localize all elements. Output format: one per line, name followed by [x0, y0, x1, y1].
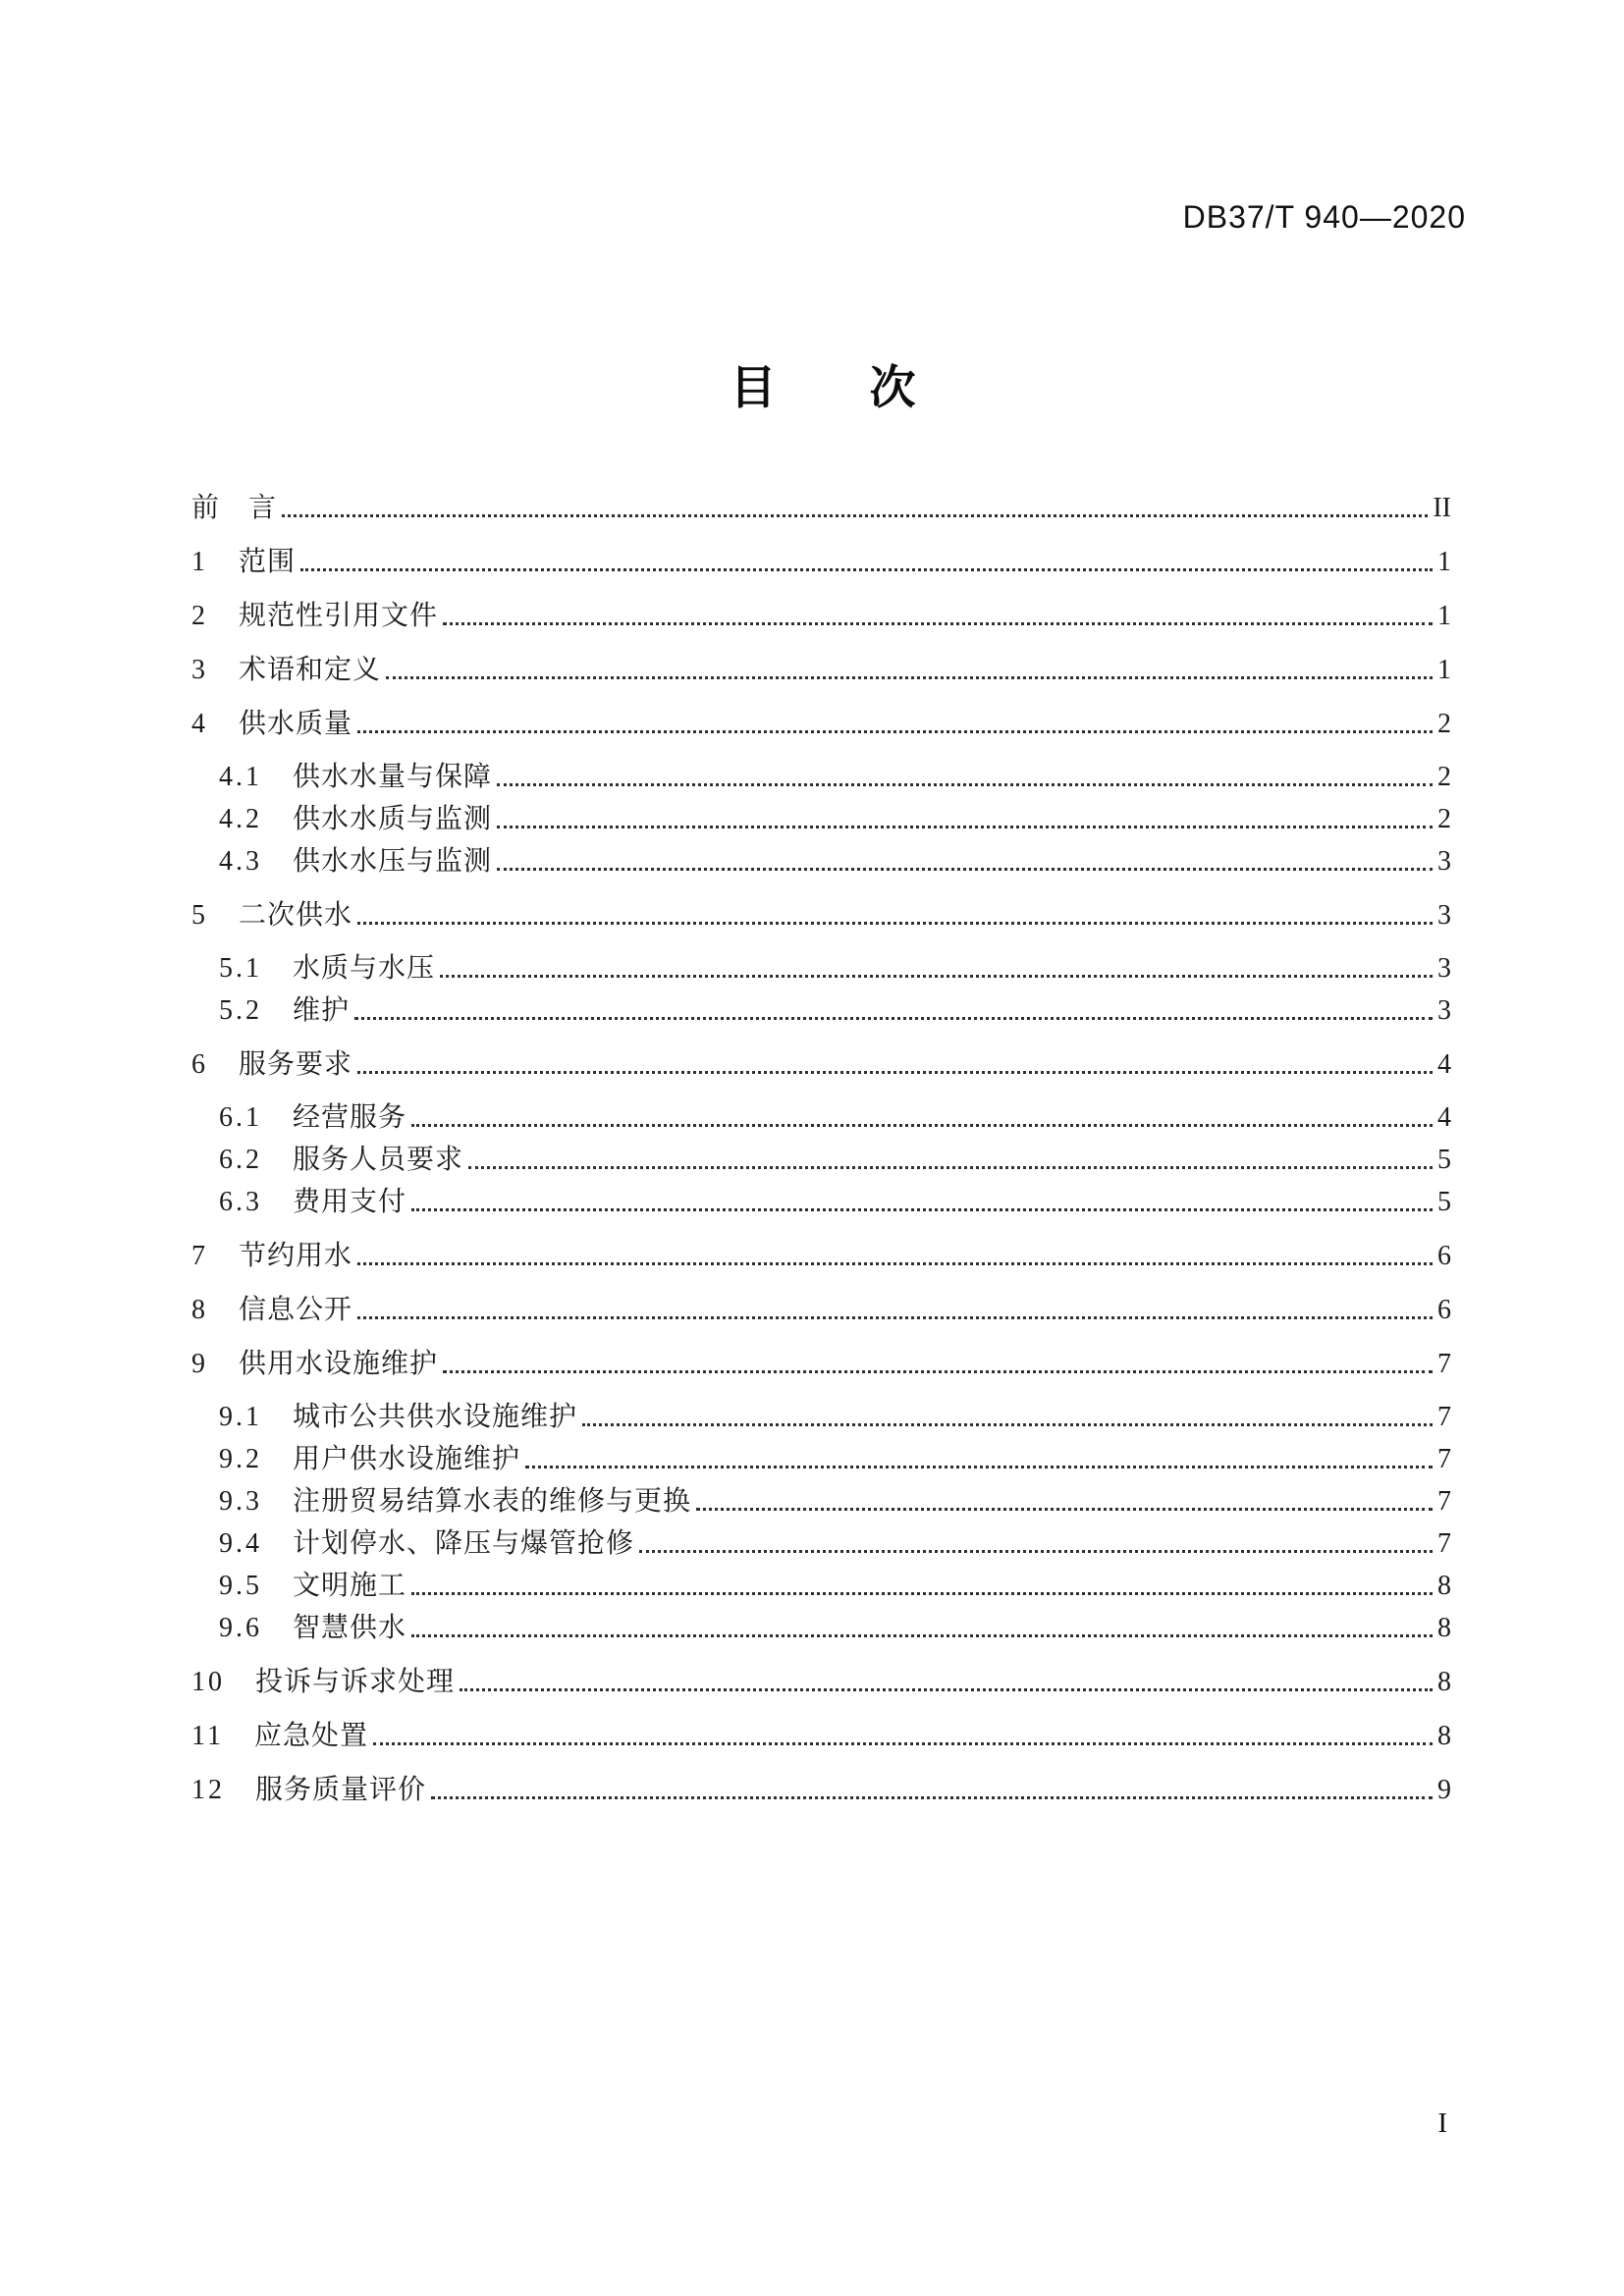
- toc-dot-leader: [357, 1071, 1433, 1074]
- toc-entry-title: 服务要求: [239, 1049, 353, 1080]
- toc-entry-title: 服务质量评价: [255, 1775, 427, 1805]
- toc-entry-number: 2: [191, 601, 208, 631]
- toc-entry-page: 8: [1437, 1571, 1451, 1601]
- toc-entry-title: 维护: [293, 995, 351, 1026]
- toc-entry-page: 2: [1437, 804, 1451, 834]
- toc-entry-title: 文明施工: [293, 1571, 407, 1601]
- toc-dot-leader: [497, 868, 1433, 871]
- toc-entry: [191, 1242, 1451, 1271]
- toc-entry: [191, 1445, 1451, 1474]
- toc-entry-number: 9.1: [219, 1402, 262, 1432]
- toc-entry: [191, 901, 1451, 931]
- toc-entry-title: 城市公共供水设施维护: [293, 1402, 578, 1432]
- page-title: 目 次: [730, 361, 940, 413]
- toc-entry-title: 供水质量: [239, 709, 353, 739]
- toc-entry-page: 3: [1437, 995, 1451, 1026]
- toc-entry-page: 6: [1437, 1295, 1451, 1325]
- toc-dot-leader: [282, 514, 1428, 517]
- toc-entry-title: 前 言: [191, 493, 278, 523]
- toc-entry-number: 1: [191, 547, 208, 577]
- toc-dot-leader: [497, 826, 1433, 828]
- toc-entry-page: 8: [1437, 1721, 1451, 1751]
- toc-entry-page: 7: [1437, 1402, 1451, 1432]
- toc-entry: [191, 1050, 1451, 1080]
- toc-entry-page: 7: [1437, 1486, 1451, 1517]
- toc-entry: [191, 1403, 1451, 1432]
- toc-entry: [191, 954, 1451, 984]
- toc-entry-number: 4: [191, 709, 208, 739]
- toc-entry-title: 注册贸易结算水表的维修与更换: [293, 1486, 692, 1517]
- toc-entry-number: 9.3: [219, 1486, 262, 1517]
- toc-entry-title: 服务人员要求: [293, 1145, 464, 1175]
- toc-entry-number: 9.4: [219, 1528, 262, 1559]
- toc-entry-number: 4.3: [219, 846, 262, 877]
- toc-entry-number: 7: [191, 1241, 208, 1271]
- toc-entry: [191, 1722, 1451, 1751]
- toc-dot-leader: [357, 730, 1433, 733]
- toc-entry: [191, 1146, 1451, 1175]
- toc-entry-title: 应急处置: [253, 1721, 368, 1751]
- toc-entry-title: 信息公开: [239, 1295, 353, 1325]
- toc-dot-leader: [525, 1466, 1433, 1468]
- toc-entry: [191, 494, 1451, 523]
- toc-entry-title: 供用水设施维护: [239, 1349, 439, 1379]
- toc-entry-page: 7: [1437, 1528, 1451, 1559]
- toc-entry-number: 5: [191, 900, 208, 931]
- toc-entry-title: 范围: [239, 547, 297, 577]
- toc-entry-number: 9.6: [219, 1613, 262, 1643]
- standard-number-header: DB37/T 940—2020: [1182, 199, 1466, 235]
- toc-dot-leader: [460, 1688, 1433, 1691]
- toc-dot-leader: [411, 1592, 1433, 1595]
- toc-dot-leader: [411, 1124, 1433, 1127]
- toc-entry: [191, 1103, 1451, 1133]
- toc-entry: [191, 548, 1451, 577]
- toc-entry: [191, 1776, 1451, 1805]
- toc-entry-title: 投诉与诉求处理: [255, 1667, 456, 1697]
- toc-entry-page: 3: [1437, 953, 1451, 984]
- toc-entry-page: 6: [1437, 1241, 1451, 1271]
- toc-dot-leader: [431, 1796, 1433, 1799]
- toc-entry-page: 4: [1437, 1102, 1451, 1133]
- toc-dot-leader: [468, 1166, 1433, 1169]
- toc-entry-number: 4.2: [219, 804, 262, 834]
- toc-entry-number: 6.1: [219, 1102, 262, 1133]
- toc-entry: [191, 1350, 1451, 1379]
- toc-entry-page: 1: [1437, 601, 1451, 631]
- toc-entry-page: 8: [1437, 1667, 1451, 1697]
- toc-dot-leader: [357, 1262, 1433, 1265]
- toc-entry: [191, 1529, 1451, 1559]
- toc-entry: [191, 1668, 1451, 1697]
- toc-entry-number: 4.1: [219, 762, 262, 792]
- toc-entry-title: 智慧供水: [293, 1613, 407, 1643]
- toc-entry-page: 1: [1437, 547, 1451, 577]
- toc-entry-page: 4: [1437, 1049, 1451, 1080]
- toc-dot-leader: [411, 1208, 1433, 1211]
- toc-entry-title: 节约用水: [239, 1241, 353, 1271]
- footer-page-number: I: [1437, 2108, 1447, 2139]
- toc-entry-page: 2: [1437, 709, 1451, 739]
- toc-dot-leader: [497, 783, 1433, 786]
- toc-entry-title: 水质与水压: [293, 953, 436, 984]
- toc-entry-page: 5: [1437, 1187, 1451, 1217]
- toc-entry-number: 11: [191, 1721, 224, 1751]
- toc-entry: [191, 847, 1451, 877]
- toc-entry-number: 6: [191, 1049, 208, 1080]
- toc-entry-page: 1: [1437, 655, 1451, 685]
- toc-list: [191, 494, 1451, 1805]
- toc-dot-leader: [386, 676, 1433, 679]
- toc-entry-number: 9.2: [219, 1444, 262, 1474]
- toc-entry-title: 供水水质与监测: [293, 804, 493, 834]
- toc-entry-page: 8: [1437, 1613, 1451, 1643]
- toc-entry-title: 供水水量与保障: [293, 762, 493, 792]
- toc-entry-number: 3: [191, 655, 208, 685]
- toc-entry-page: 2: [1437, 762, 1451, 792]
- toc-entry-title: 二次供水: [239, 900, 353, 931]
- toc-entry: [191, 1188, 1451, 1217]
- toc-entry-title: 计划停水、降压与爆管抢修: [293, 1528, 635, 1559]
- toc-dot-leader: [357, 1316, 1433, 1319]
- toc-dot-leader: [357, 922, 1433, 925]
- toc-entry: [191, 602, 1451, 631]
- toc-entry-page: 5: [1437, 1145, 1451, 1175]
- toc-dot-leader: [443, 1370, 1433, 1373]
- toc-entry-number: 6.3: [219, 1187, 262, 1217]
- toc-entry-number: 9: [191, 1349, 208, 1379]
- toc-entry: [191, 1487, 1451, 1517]
- toc-entry-page: 3: [1437, 846, 1451, 877]
- toc-entry-title: 供水水压与监测: [293, 846, 493, 877]
- toc-entry-number: 10: [191, 1667, 225, 1697]
- toc-entry-title: 费用支付: [293, 1187, 407, 1217]
- toc-entry: [191, 710, 1451, 739]
- toc-entry-number: 9.5: [219, 1571, 262, 1601]
- toc-entry-page: 3: [1437, 900, 1451, 931]
- toc-entry-number: 6.2: [219, 1145, 262, 1175]
- toc-entry-title: 经营服务: [293, 1102, 407, 1133]
- toc-entry: [191, 1296, 1451, 1325]
- toc-dot-leader: [373, 1742, 1433, 1745]
- toc-entry-page: 9: [1437, 1775, 1451, 1805]
- toc-dot-leader: [411, 1634, 1433, 1637]
- toc-entry-number: 12: [191, 1775, 225, 1805]
- toc-entry: [191, 763, 1451, 792]
- toc-dot-leader: [440, 975, 1433, 978]
- toc-entry: [191, 1614, 1451, 1643]
- toc-dot-leader: [582, 1423, 1433, 1426]
- toc-dot-leader: [696, 1508, 1433, 1511]
- toc-entry-page: 7: [1437, 1444, 1451, 1474]
- toc-entry: [191, 1572, 1451, 1601]
- toc-entry-page: 7: [1437, 1349, 1451, 1379]
- toc-entry-number: 5.2: [219, 995, 262, 1026]
- toc-entry-title: 用户供水设施维护: [293, 1444, 521, 1474]
- toc-dot-leader: [300, 568, 1433, 571]
- toc-dot-leader: [354, 1017, 1433, 1020]
- toc-entry-page: II: [1433, 493, 1451, 523]
- toc-entry-title: 规范性引用文件: [239, 601, 439, 631]
- toc-entry: [191, 805, 1451, 834]
- toc-dot-leader: [639, 1550, 1433, 1553]
- toc-dot-leader: [443, 622, 1433, 625]
- toc-entry-number: 5.1: [219, 953, 262, 984]
- toc-entry: [191, 656, 1451, 685]
- toc-entry-number: 8: [191, 1295, 208, 1325]
- toc-entry: [191, 996, 1451, 1026]
- toc-entry-title: 术语和定义: [239, 655, 382, 685]
